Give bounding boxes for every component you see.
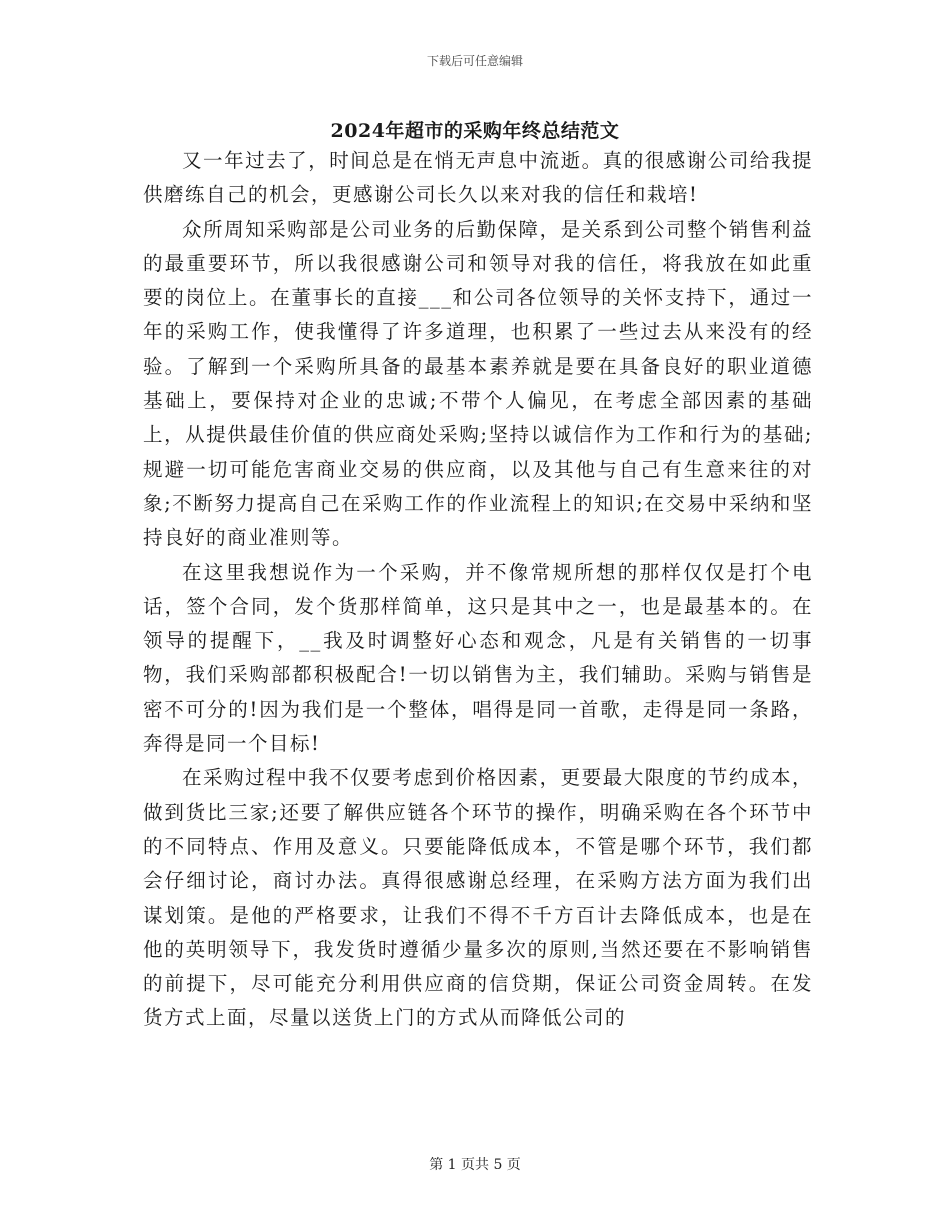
page-footer: 第 1 页共 5 页 xyxy=(429,1157,521,1173)
paragraph-1: 又一年过去了，时间总是在悄无声息中流逝。真的很感谢公司给我提供磨练自己的机会，更感谢公司长久以来对我的信任和栽培! xyxy=(143,149,813,207)
document-title: 2024年超市的采购年终总结范文 xyxy=(330,120,620,142)
document-body xyxy=(143,144,813,1036)
paragraph-4: 在采购过程中我不仅要考虑到价格因素，更要最大限度的节约成本，做到货比三家;还要了解供应链各个环节的操作，明确采购在各个环节中的不同特点、作用及意义。只要能降低成本，不管是哪个环节，我们都会仔细讨论，商讨办法。真得很感谢总经理，在采购方法方面为我们出谋划策。是他的严格要求，让我们不得不千方百计去降低成本，也是在他的英明领导下，我发货时遵循少量多次的原则,当然还要在不影响销售的前提下，尽可能充分利用供应商的信贷期，保证公司资金周转。在发货方式上面，尽量以送货上门的方式从而降低公司的 xyxy=(143,766,813,1030)
paragraph-2: 众所周知采购部是公司业务的后勤保障，是关系到公司整个销售利益的最重要环节，所以我很感谢公司和领导对我的信任，将我放在如此重要的岗位上。在董事长的直接___和公司各位领导的关怀支持下，通过一年的采购工作，使我懂得了许多道理，也积累了一些过去从来没有的经验。了解到一个采购所具备的最基本素养就是要在具备良好的职业道德基础上，要保持对企业的忠诚;不带个人偏见，在考虑全部因素的基础上，从提供最佳价值的供应商处采购;坚持以诚信作为工作和行为的基础;规避一切可能危害商业交易的供应商，以及其他与自己有生意来往的对象;不断努力提高自己在采购工作的作业流程上的知识;在交易中采纳和坚持良好的商业准则等。 xyxy=(143,217,813,550)
header-note: 下载后可任意编辑 xyxy=(426,54,523,68)
paragraph-3: 在这里我想说作为一个采购，并不像常规所想的那样仅仅是打个电话，签个合同，发个货那样简单，这只是其中之一，也是最基本的。在领导的提醒下，__我及时调整好心态和观念，凡是有关销售的一切事物，我们采购部都积极配合!一切以销售为主，我们辅助。采购与销售是密不可分的!因为我们是一个整体，唱得是同一首歌，走得是同一条路，奔得是同一个目标! xyxy=(143,560,813,756)
